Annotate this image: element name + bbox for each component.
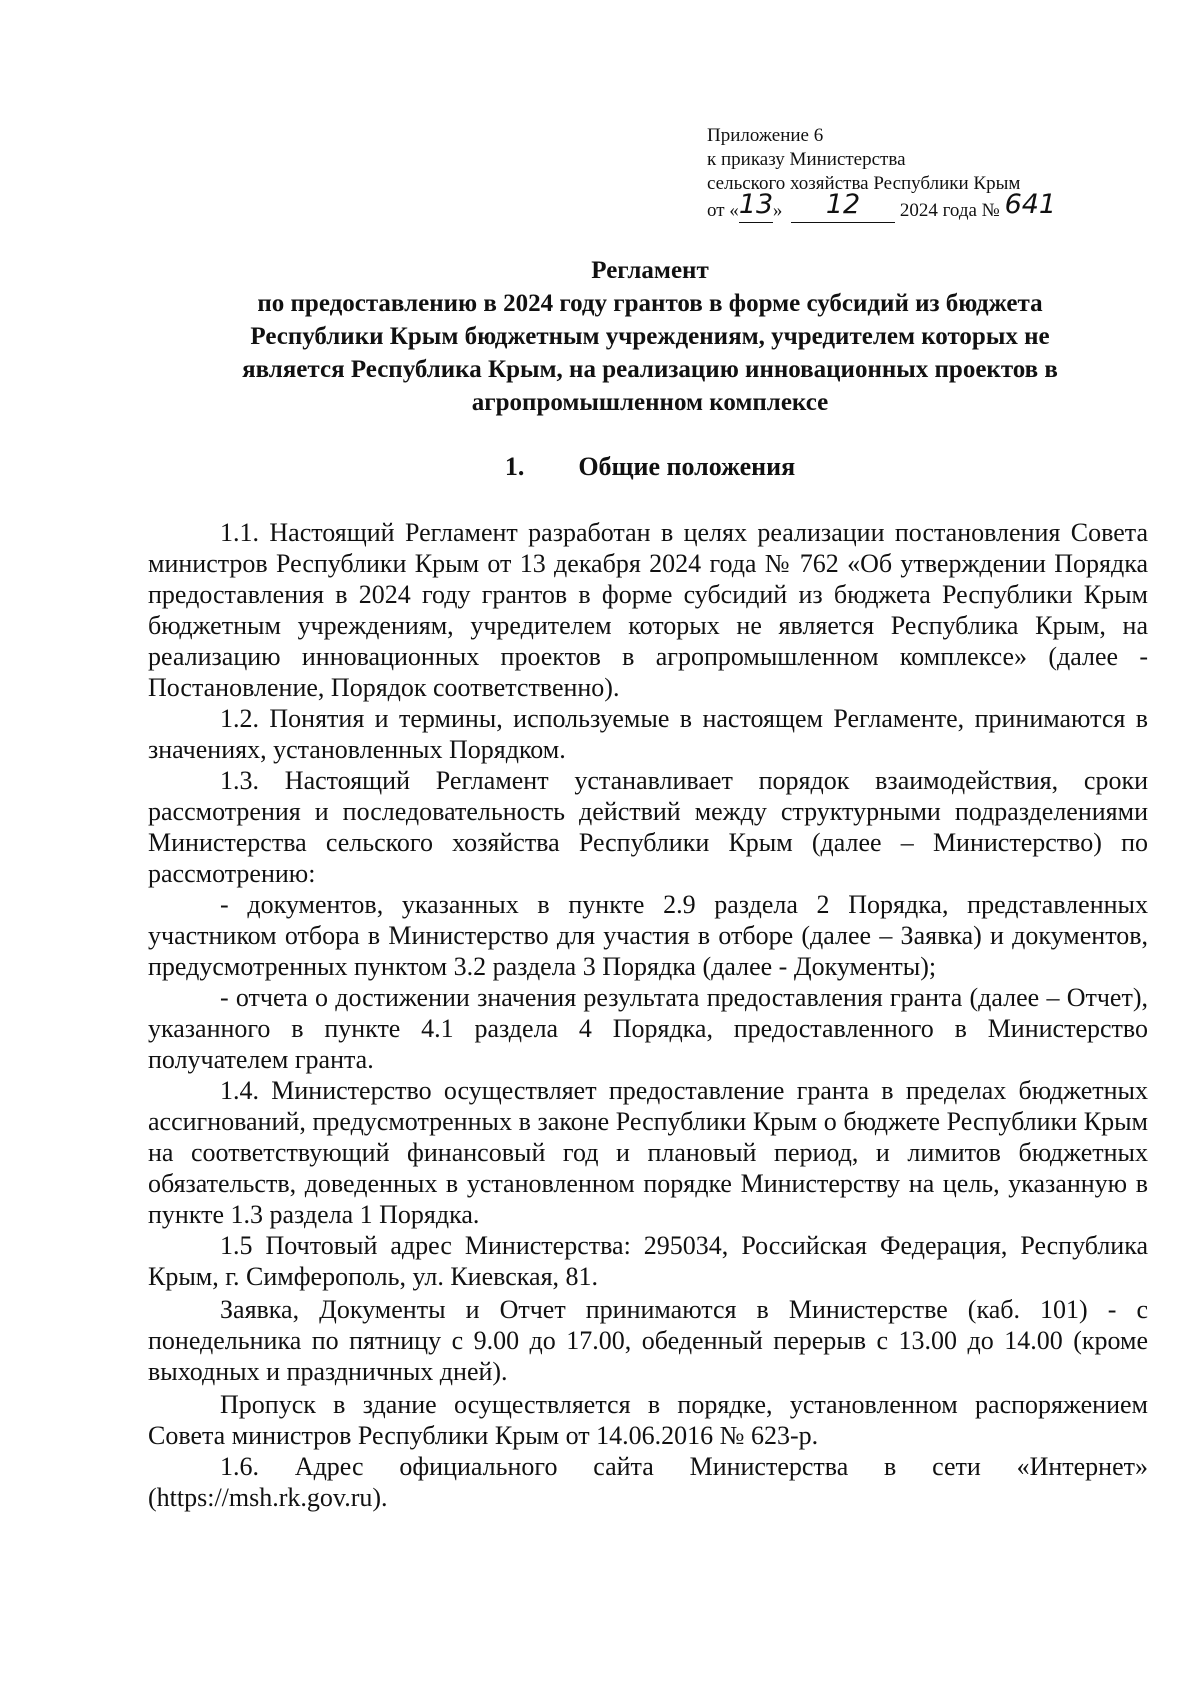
paragraph-1-3-report: - отчета о достижении значения результата предоставления гранта (далее – Отчет), указанного в пункте 4.1 раздела 4 Порядка, предоставленного в Министерство получателем гранта. — [148, 983, 1148, 1074]
paragraph-1-4: 1.4. Министерство осуществляет предоставление гранта в пределах бюджетных ассигнований, предусмотренных в законе Республики Крым о бюджете Республики Крым на соответствующий финансовый год и плановый период, и лимитов бюджетных обязательств, доведенных в установленном порядке Министерству на цель, указанную в пункте 1.3 раздела 1 Порядка. — [148, 1076, 1148, 1229]
appendix-header — [707, 124, 1147, 223]
date-year-text: 2024 года № — [899, 200, 1000, 221]
appendix-date-line — [707, 189, 1147, 223]
appendix-line-1: Приложение 6 — [707, 125, 824, 146]
section-body — [148, 517, 1148, 1513]
title-heading: Регламент — [591, 257, 709, 284]
paragraph-1-3-documents: - документов, указанных в пункте 2.9 раздела 2 Порядка, представленных участником отбора в Министерство для участия в отборе (далее – Заявка) и документов, предусмотренных пунктом 3.2 раздела 3 Порядка (далее - Документы); — [148, 890, 1148, 981]
handwritten-order-number: 641 — [1004, 189, 1057, 220]
title-line-1: по предоставлению в 2024 году грантов в форме субсидий из бюджета — [257, 290, 1043, 317]
section-title: Общие положения — [578, 452, 796, 481]
paragraph-1-5-pass: Пропуск в здание осуществляется в порядке, установленном распоряжением Совета министров Республики Крым от 14.06.2016 № 623-р. — [148, 1390, 1148, 1450]
appendix-line-2: к приказу Министерства — [707, 149, 906, 170]
date-prefix: от « — [707, 200, 739, 221]
paragraph-1-5: 1.5 Почтовый адрес Министерства: 295034, Российская Федерация, Республика Крым, г. Симферополь, ул. Киевская, 81. — [148, 1231, 1148, 1291]
paragraph-1-1: 1.1. Настоящий Регламент разработан в целях реализации постановления Совета министров Республики Крым от 13 декабря 2024 года № 762 «Об утверждении Порядка предоставления в 2024 году грантов в форме субсидий из бюджета Республики Крым бюджетным учреждениям, учредителем которых не является Республика Крым, на реализацию инновационных проектов в агропромышленном комплексе» (далее - Постановление, Порядок соответственно). — [148, 518, 1148, 702]
title-line-4: агропромышленном комплексе — [471, 389, 829, 416]
paragraph-1-6: 1.6. Адрес официального сайта Министерства в сети «Интернет» (https://msh.rk.gov.ru). — [148, 1452, 1148, 1512]
section-heading — [150, 452, 1150, 482]
date-month-field — [791, 189, 895, 223]
section-number: 1. — [504, 452, 525, 481]
document-title — [150, 254, 1150, 419]
handwritten-month: 12 — [825, 189, 861, 220]
paragraph-1-3: 1.3. Настоящий Регламент устанавливает порядок взаимодействия, сроки рассмотрения и последовательность действий между структурными подразделениями Министерства сельского хозяйства Республики Крым (далее – Министерство) по рассмотрению: — [148, 766, 1148, 888]
date-day-close: » — [772, 200, 783, 221]
title-line-3: является Республика Крым, на реализацию инновационных проектов в — [242, 356, 1058, 383]
date-day-field — [738, 189, 774, 223]
paragraph-1-5-hours: Заявка, Документы и Отчет принимаются в Министерстве (каб. 101) - с понедельника по пятницу с 9.00 до 17.00, обеденный перерыв с 13.00 до 14.00 (кроме выходных и праздничных дней). — [148, 1295, 1148, 1386]
appendix-line-3: сельского хозяйства Республики Крым — [707, 173, 1021, 194]
title-line-2: Республики Крым бюджетным учреждениям, учредителем которых не — [250, 323, 1050, 350]
handwritten-day: 13 — [738, 189, 774, 220]
paragraph-1-2: 1.2. Понятия и термины, используемые в настоящем Регламенте, принимаются в значениях, установленных Порядком. — [148, 704, 1148, 764]
